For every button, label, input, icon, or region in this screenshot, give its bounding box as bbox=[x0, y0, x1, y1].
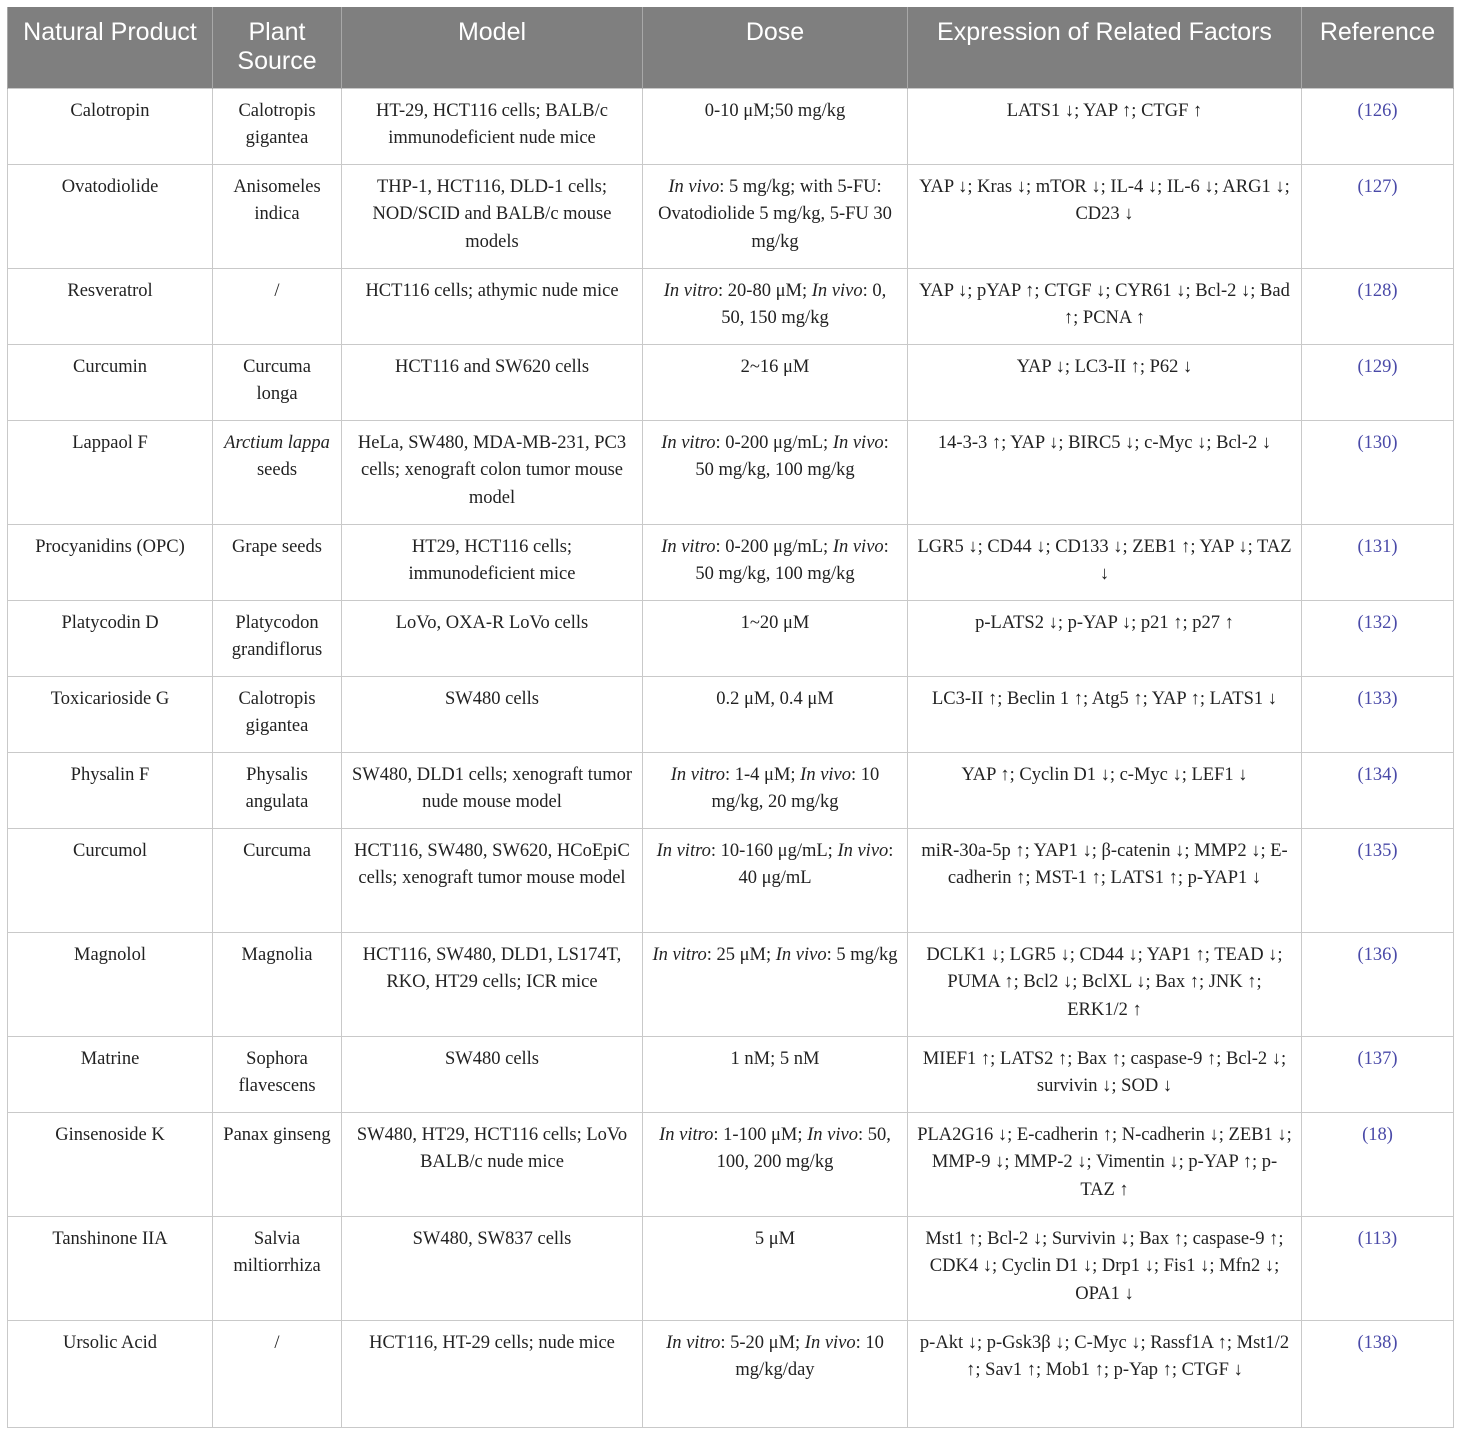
reference-cell bbox=[1302, 1320, 1454, 1427]
dose-part: : 20-80 μM; bbox=[718, 280, 812, 301]
reference-link[interactable]: 126 bbox=[1363, 100, 1392, 121]
header-expression-factors: Expression of Related Factors bbox=[908, 7, 1302, 88]
reference-paren-close: ) bbox=[1391, 356, 1398, 377]
dose-cell bbox=[643, 88, 908, 164]
reference-paren-close: ) bbox=[1391, 100, 1398, 121]
model-cell: SW480 cells bbox=[342, 1036, 643, 1112]
dose-cell bbox=[643, 1112, 908, 1216]
natural-product-cell: Lappaol F bbox=[8, 420, 213, 524]
reference-link[interactable]: 134 bbox=[1363, 764, 1392, 785]
reference-link[interactable]: 113 bbox=[1363, 1228, 1392, 1249]
table-row bbox=[8, 344, 1454, 420]
dose-part: In vitro bbox=[661, 536, 716, 557]
table-row bbox=[8, 752, 1454, 828]
table-row bbox=[8, 828, 1454, 932]
reference-cell bbox=[1302, 752, 1454, 828]
natural-product-cell: Tanshinone IIA bbox=[8, 1216, 213, 1320]
reference-paren-close: ) bbox=[1391, 176, 1398, 197]
dose-part: In vivo bbox=[804, 1332, 856, 1353]
dose-part: In vitro bbox=[661, 432, 716, 453]
natural-product-cell: Resveratrol bbox=[8, 268, 213, 344]
dose-part: : 5-20 μM; bbox=[720, 1332, 805, 1353]
natural-product-cell: Physalin F bbox=[8, 752, 213, 828]
dose-part: : 1-4 μM; bbox=[724, 764, 801, 785]
expression-factors-cell: YAP ↓; Kras ↓; mTOR ↓; IL-4 ↓; IL-6 ↓; ARG1 ↓; CD23 ↓ bbox=[908, 164, 1302, 268]
dose-part: : 0-200 μg/mL; bbox=[715, 432, 833, 453]
reference-link[interactable]: 135 bbox=[1363, 840, 1392, 861]
table-row bbox=[8, 600, 1454, 676]
dose-part: 0-10 μM;50 mg/kg bbox=[704, 100, 846, 121]
reference-paren-close: ) bbox=[1391, 280, 1398, 301]
natural-product-cell: Procyanidins (OPC) bbox=[8, 524, 213, 600]
plant-source-cell: / bbox=[213, 268, 342, 344]
natural-product-cell: Magnolol bbox=[8, 932, 213, 1036]
model-cell: THP-1, HCT116, DLD-1 cells; NOD/SCID and BALB/c mouse models bbox=[342, 164, 643, 268]
dose-part: 2~16 μM bbox=[740, 356, 810, 377]
dose-cell bbox=[643, 344, 908, 420]
dose-part: : 5 mg/kg; with 5-FU: Ovatodiolide 5 mg/kg, 5-FU 30 mg/kg bbox=[658, 176, 892, 252]
dose-cell bbox=[643, 420, 908, 524]
reference-paren-close: ) bbox=[1386, 1124, 1393, 1145]
reference-cell bbox=[1302, 828, 1454, 932]
dose-part: : 10 mg/kg/day bbox=[735, 1332, 884, 1381]
table-row bbox=[8, 932, 1454, 1036]
plant-source-part: seeds bbox=[256, 460, 298, 481]
reference-paren-open: ( bbox=[1357, 840, 1364, 861]
table-row bbox=[8, 676, 1454, 752]
model-cell: HCT116, HT-29 cells; nude mice bbox=[342, 1320, 643, 1427]
plant-source-cell bbox=[213, 420, 342, 524]
dose-part: 5 μM bbox=[754, 1228, 796, 1249]
plant-source-cell: Platycodon grandiflorus bbox=[213, 600, 342, 676]
dose-part: In vitro bbox=[666, 1332, 721, 1353]
dose-part: : 1-100 μM; bbox=[713, 1124, 808, 1145]
reference-cell bbox=[1302, 676, 1454, 752]
table-row bbox=[8, 524, 1454, 600]
reference-paren-close: ) bbox=[1391, 1048, 1398, 1069]
table-row bbox=[8, 420, 1454, 524]
dose-part: In vivo bbox=[807, 1124, 858, 1145]
reference-cell bbox=[1302, 524, 1454, 600]
dose-part: : 10-160 μg/mL; bbox=[710, 840, 838, 861]
reference-cell bbox=[1302, 1036, 1454, 1112]
model-cell: HCT116 cells; athymic nude mice bbox=[342, 268, 643, 344]
dose-part: In vivo bbox=[668, 176, 720, 197]
table-header bbox=[8, 7, 1454, 88]
expression-factors-cell: 14-3-3 ↑; YAP ↓; BIRC5 ↓; c-Myc ↓; Bcl-2 ↓ bbox=[908, 420, 1302, 524]
dose-part: In vitro bbox=[656, 840, 711, 861]
plant-source-cell: Sophora flavescens bbox=[213, 1036, 342, 1112]
model-cell: HT-29, HCT116 cells; BALB/c immunodeficient nude mice bbox=[342, 88, 643, 164]
plant-source-cell: Physalis angulata bbox=[213, 752, 342, 828]
reference-link[interactable]: 138 bbox=[1363, 1332, 1392, 1353]
table-row bbox=[8, 1112, 1454, 1216]
table-row bbox=[8, 1036, 1454, 1112]
reference-cell bbox=[1302, 1112, 1454, 1216]
reference-paren-close: ) bbox=[1391, 612, 1398, 633]
dose-cell bbox=[643, 268, 908, 344]
reference-paren-open: ( bbox=[1357, 688, 1364, 709]
reference-cell bbox=[1302, 420, 1454, 524]
dose-part: In vitro bbox=[663, 280, 719, 301]
dose-part: : 50 mg/kg, 100 mg/kg bbox=[695, 432, 889, 481]
reference-link[interactable]: 136 bbox=[1363, 944, 1392, 965]
reference-paren-close: ) bbox=[1391, 1228, 1398, 1249]
expression-factors-cell: MIEF1 ↑; LATS2 ↑; Bax ↑; caspase-9 ↑; Bcl-2 ↓; survivin ↓; SOD ↓ bbox=[908, 1036, 1302, 1112]
header-row bbox=[8, 7, 1454, 88]
model-cell: HCT116, SW480, DLD1, LS174T, RKO, HT29 cells; ICR mice bbox=[342, 932, 643, 1036]
reference-paren-close: ) bbox=[1391, 432, 1398, 453]
reference-cell bbox=[1302, 88, 1454, 164]
dose-part: In vitro bbox=[670, 764, 725, 785]
plant-source-part: Arctium lappa bbox=[224, 432, 330, 453]
dose-part: : 5 mg/kg bbox=[826, 944, 898, 965]
dose-part: In vitro bbox=[652, 944, 707, 965]
natural-product-cell: Curcumin bbox=[8, 344, 213, 420]
header-dose: Dose bbox=[643, 7, 908, 88]
plant-source-cell: Calotropis gigantea bbox=[213, 676, 342, 752]
dose-cell bbox=[643, 752, 908, 828]
plant-source-cell: Calotropis gigantea bbox=[213, 88, 342, 164]
model-cell: HT29, HCT116 cells; immunodeficient mice bbox=[342, 524, 643, 600]
model-cell: HCT116 and SW620 cells bbox=[342, 344, 643, 420]
reference-paren-open: ( bbox=[1362, 1124, 1369, 1145]
expression-factors-cell: LATS1 ↓; YAP ↑; CTGF ↑ bbox=[908, 88, 1302, 164]
reference-link[interactable]: 137 bbox=[1363, 1048, 1392, 1069]
reference-cell bbox=[1302, 344, 1454, 420]
dose-part: : 25 μM; bbox=[706, 944, 776, 965]
dose-cell bbox=[643, 1036, 908, 1112]
header-plant-source: Plant Source bbox=[213, 7, 342, 88]
reference-cell bbox=[1302, 600, 1454, 676]
model-cell: SW480, SW837 cells bbox=[342, 1216, 643, 1320]
dose-part: 0.2 μM, 0.4 μM bbox=[716, 688, 834, 709]
reference-paren-close: ) bbox=[1391, 840, 1398, 861]
reference-link[interactable]: 18 bbox=[1368, 1124, 1387, 1145]
reference-paren-close: ) bbox=[1391, 944, 1398, 965]
model-cell: HeLa, SW480, MDA-MB-231, PC3 cells; xenograft colon tumor mouse model bbox=[342, 420, 643, 524]
plant-source-cell: / bbox=[213, 1320, 342, 1427]
expression-factors-cell: YAP ↓; LC3-II ↑; P62 ↓ bbox=[908, 344, 1302, 420]
table-row bbox=[8, 268, 1454, 344]
expression-factors-cell: DCLK1 ↓; LGR5 ↓; CD44 ↓; YAP1 ↑; TEAD ↓; PUMA ↑; Bcl2 ↓; BclXL ↓; Bax ↑; JNK ↑; ERK1/2 ↑ bbox=[908, 932, 1302, 1036]
natural-product-cell: Ursolic Acid bbox=[8, 1320, 213, 1427]
natural-product-cell: Curcumol bbox=[8, 828, 213, 932]
expression-factors-cell: p-Akt ↓; p-Gsk3β ↓; C-Myc ↓; Rassf1A ↑; Mst1/2 ↑; Sav1 ↑; Mob1 ↑; p-Yap ↑; CTGF ↓ bbox=[908, 1320, 1302, 1427]
dose-part: : 0-200 μg/mL; bbox=[715, 536, 833, 557]
expression-factors-cell: p-LATS2 ↓; p-YAP ↓; p21 ↑; p27 ↑ bbox=[908, 600, 1302, 676]
dose-cell bbox=[643, 1320, 908, 1427]
natural-product-cell: Matrine bbox=[8, 1036, 213, 1112]
dose-part: In vivo bbox=[775, 944, 827, 965]
header-natural-product: Natural Product bbox=[8, 7, 213, 88]
reference-link[interactable]: 129 bbox=[1363, 356, 1392, 377]
expression-factors-cell: Mst1 ↑; Bcl-2 ↓; Survivin ↓; Bax ↑; caspase-9 ↑; CDK4 ↓; Cyclin D1 ↓; Drp1 ↓; Fis1 ↓; Mfn2 ↓; OPA1 ↓ bbox=[908, 1216, 1302, 1320]
dose-part: In vivo bbox=[800, 764, 852, 785]
plant-source-cell: Salvia miltiorrhiza bbox=[213, 1216, 342, 1320]
natural-product-cell: Platycodin D bbox=[8, 600, 213, 676]
reference-paren-open: ( bbox=[1357, 536, 1364, 557]
table-body bbox=[8, 88, 1454, 1427]
dose-part: In vivo bbox=[811, 280, 863, 301]
reference-paren-close: ) bbox=[1391, 536, 1398, 557]
dose-cell bbox=[643, 164, 908, 268]
dose-cell bbox=[643, 828, 908, 932]
dose-cell bbox=[643, 932, 908, 1036]
expression-factors-cell: LGR5 ↓; CD44 ↓; CD133 ↓; ZEB1 ↑; YAP ↓; TAZ ↓ bbox=[908, 524, 1302, 600]
reference-cell bbox=[1302, 164, 1454, 268]
reference-cell bbox=[1302, 1216, 1454, 1320]
dose-cell bbox=[643, 524, 908, 600]
reference-link[interactable]: 130 bbox=[1363, 432, 1392, 453]
plant-source-cell: Grape seeds bbox=[213, 524, 342, 600]
dose-part: In vivo bbox=[832, 536, 884, 557]
expression-factors-cell: YAP ↓; pYAP ↑; CTGF ↓; CYR61 ↓; Bcl-2 ↓; Bad ↑; PCNA ↑ bbox=[908, 268, 1302, 344]
natural-product-cell: Ginsenoside K bbox=[8, 1112, 213, 1216]
header-reference: Reference bbox=[1302, 7, 1454, 88]
plant-source-cell: Curcuma longa bbox=[213, 344, 342, 420]
dose-part: : 10 mg/kg, 20 mg/kg bbox=[711, 764, 880, 813]
natural-products-table bbox=[7, 7, 1454, 1428]
dose-cell bbox=[643, 1216, 908, 1320]
model-cell: SW480, HT29, HCT116 cells; LoVo BALB/c nude mice bbox=[342, 1112, 643, 1216]
dose-part: 1~20 μM bbox=[740, 612, 810, 633]
expression-factors-cell: YAP ↑; Cyclin D1 ↓; c-Myc ↓; LEF1 ↓ bbox=[908, 752, 1302, 828]
reference-paren-open: ( bbox=[1357, 1332, 1364, 1353]
table-row bbox=[8, 88, 1454, 164]
plant-source-cell: Curcuma bbox=[213, 828, 342, 932]
reference-paren-open: ( bbox=[1357, 1048, 1364, 1069]
natural-product-cell: Toxicarioside G bbox=[8, 676, 213, 752]
reference-paren-close: ) bbox=[1391, 764, 1398, 785]
reference-link[interactable]: 127 bbox=[1363, 176, 1392, 197]
reference-paren-open: ( bbox=[1357, 100, 1364, 121]
reference-paren-open: ( bbox=[1357, 944, 1364, 965]
dose-cell bbox=[643, 600, 908, 676]
reference-paren-open: ( bbox=[1357, 612, 1364, 633]
natural-product-cell: Calotropin bbox=[8, 88, 213, 164]
reference-paren-open: ( bbox=[1357, 1228, 1364, 1249]
expression-factors-cell: PLA2G16 ↓; E-cadherin ↑; N-cadherin ↓; ZEB1 ↓; MMP-9 ↓; MMP-2 ↓; Vimentin ↓; p-YAP ↑; p-TAZ ↑ bbox=[908, 1112, 1302, 1216]
reference-link[interactable]: 131 bbox=[1363, 536, 1392, 557]
plant-source-cell: Anisomeles indica bbox=[213, 164, 342, 268]
expression-factors-cell: LC3-II ↑; Beclin 1 ↑; Atg5 ↑; YAP ↑; LATS1 ↓ bbox=[908, 676, 1302, 752]
dose-part: : 50, 100, 200 mg/kg bbox=[716, 1124, 891, 1173]
table-row bbox=[8, 1320, 1454, 1427]
model-cell: LoVo, OXA-R LoVo cells bbox=[342, 600, 643, 676]
reference-cell bbox=[1302, 268, 1454, 344]
model-cell: SW480, DLD1 cells; xenograft tumor nude mouse model bbox=[342, 752, 643, 828]
table-row bbox=[8, 1216, 1454, 1320]
reference-cell bbox=[1302, 932, 1454, 1036]
reference-link[interactable]: 133 bbox=[1363, 688, 1392, 709]
reference-paren-open: ( bbox=[1357, 764, 1364, 785]
plant-source-cell: Magnolia bbox=[213, 932, 342, 1036]
dose-part: In vivo bbox=[837, 840, 889, 861]
header-model: Model bbox=[342, 7, 643, 88]
reference-paren-open: ( bbox=[1357, 356, 1364, 377]
reference-paren-close: ) bbox=[1391, 688, 1398, 709]
reference-paren-open: ( bbox=[1357, 280, 1364, 301]
dose-part: 1 nM; 5 nM bbox=[730, 1048, 820, 1069]
reference-paren-open: ( bbox=[1357, 176, 1364, 197]
natural-product-cell: Ovatodiolide bbox=[8, 164, 213, 268]
expression-factors-cell: miR-30a-5p ↑; YAP1 ↓; β-catenin ↓; MMP2 ↓; E-cadherin ↑; MST-1 ↑; LATS1 ↑; p-YAP1 ↓ bbox=[908, 828, 1302, 932]
dose-part: : 0, 50, 150 mg/kg bbox=[721, 280, 887, 329]
reference-paren-open: ( bbox=[1357, 432, 1364, 453]
dose-part: : 40 μg/mL bbox=[738, 840, 894, 889]
reference-link[interactable]: 128 bbox=[1363, 280, 1392, 301]
dose-cell bbox=[643, 676, 908, 752]
dose-part: : 50 mg/kg, 100 mg/kg bbox=[695, 536, 889, 585]
dose-part: In vivo bbox=[832, 432, 884, 453]
model-cell: HCT116, SW480, SW620, HCoEpiC cells; xenograft tumor mouse model bbox=[342, 828, 643, 932]
reference-link[interactable]: 132 bbox=[1363, 612, 1392, 633]
table-row bbox=[8, 164, 1454, 268]
plant-source-cell: Panax ginseng bbox=[213, 1112, 342, 1216]
model-cell: SW480 cells bbox=[342, 676, 643, 752]
dose-part: In vitro bbox=[659, 1124, 714, 1145]
reference-paren-close: ) bbox=[1391, 1332, 1398, 1353]
